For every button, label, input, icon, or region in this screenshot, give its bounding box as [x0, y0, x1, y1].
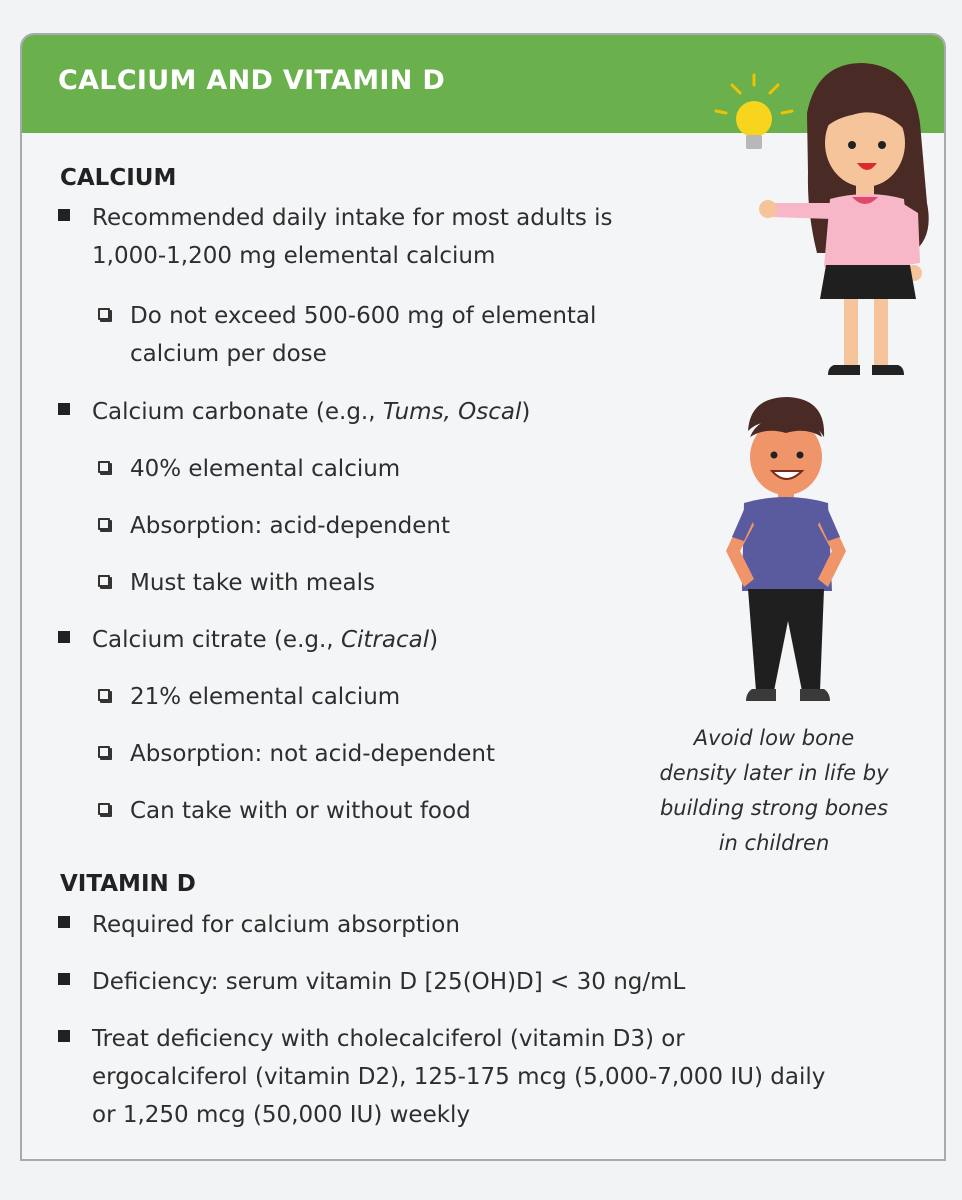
- square-bullet-icon: [58, 916, 70, 928]
- list-item: [92, 906, 460, 944]
- list-item: [92, 963, 685, 1001]
- sub-list-item: [98, 450, 400, 488]
- sub-list-item-text: Absorption: acid-dependent: [130, 513, 451, 539]
- checkbox-bullet-icon: [98, 575, 110, 587]
- list-item: [92, 393, 530, 431]
- sub-list-item: [98, 297, 596, 373]
- square-bullet-icon: [58, 403, 70, 415]
- list-item: [92, 621, 438, 659]
- list-item-text: ergocalciferol (vitamin D2), 125-175 mcg (5,000-7,000 IU) daily: [92, 1064, 826, 1090]
- sub-list-item-text: calcium per dose: [130, 341, 327, 367]
- sub-list-item-text: Must take with meals: [130, 570, 375, 596]
- sub-list-item: [98, 564, 375, 602]
- sub-list-item-text: 21% elemental calcium: [130, 684, 401, 710]
- square-bullet-icon: [58, 973, 70, 985]
- sub-list-item-text: Do not exceed 500-600 mg of elemental: [130, 303, 597, 329]
- brand-names: Citracal: [340, 627, 430, 653]
- list-item-text: Recommended daily intake for most adults is: [92, 205, 613, 231]
- brand-names: Tums, Oscal: [382, 399, 522, 425]
- list-item-text: ): [521, 399, 531, 425]
- boy-illustration: [708, 391, 858, 711]
- list-item-text: Calcium carbonate (e.g.,: [92, 399, 383, 425]
- square-bullet-icon: [58, 1030, 70, 1042]
- list-item-text: Treat deficiency with cholecalciferol (vitamin D3) or: [92, 1026, 685, 1052]
- calcium-heading: CALCIUM: [60, 165, 177, 191]
- card-title: CALCIUM AND VITAMIN D: [58, 65, 446, 96]
- list-item: [92, 199, 613, 275]
- square-bullet-icon: [58, 209, 70, 221]
- sub-list-item: [98, 678, 400, 716]
- list-item: [92, 1020, 825, 1134]
- girl-with-lightbulb-illustration: [712, 53, 946, 393]
- checkbox-bullet-icon: [98, 308, 110, 320]
- list-item-text: ): [429, 627, 439, 653]
- info-card: [20, 33, 946, 1161]
- caption-line: in children: [718, 831, 830, 855]
- list-item-text: 1,000-1,200 mg elemental calcium: [92, 243, 496, 269]
- sub-list-item: [98, 792, 471, 830]
- list-item-text: Required for calcium absorption: [92, 912, 460, 938]
- checkbox-bullet-icon: [98, 518, 110, 530]
- sub-list-item-text: Can take with or without food: [130, 798, 471, 824]
- checkbox-bullet-icon: [98, 803, 110, 815]
- caption-line: density later in life by: [659, 761, 889, 785]
- checkbox-bullet-icon: [98, 461, 110, 473]
- caption-line: Avoid low bone: [693, 726, 855, 750]
- illustration-caption: [650, 721, 898, 861]
- caption-line: building strong bones: [659, 796, 889, 820]
- list-item-text: Deficiency: serum vitamin D [25(OH)D] < 30 ng/mL: [92, 969, 686, 995]
- square-bullet-icon: [58, 631, 70, 643]
- sub-list-item-text: 40% elemental calcium: [130, 456, 401, 482]
- checkbox-bullet-icon: [98, 689, 110, 701]
- vitamin-d-heading: VITAMIN D: [60, 871, 196, 897]
- list-item-text: or 1,250 mcg (50,000 IU) weekly: [92, 1102, 471, 1128]
- sub-list-item: [98, 507, 450, 545]
- checkbox-bullet-icon: [98, 746, 110, 758]
- sub-list-item-text: Absorption: not acid-dependent: [130, 741, 495, 767]
- sub-list-item: [98, 735, 495, 773]
- list-item-text: Calcium citrate (e.g.,: [92, 627, 341, 653]
